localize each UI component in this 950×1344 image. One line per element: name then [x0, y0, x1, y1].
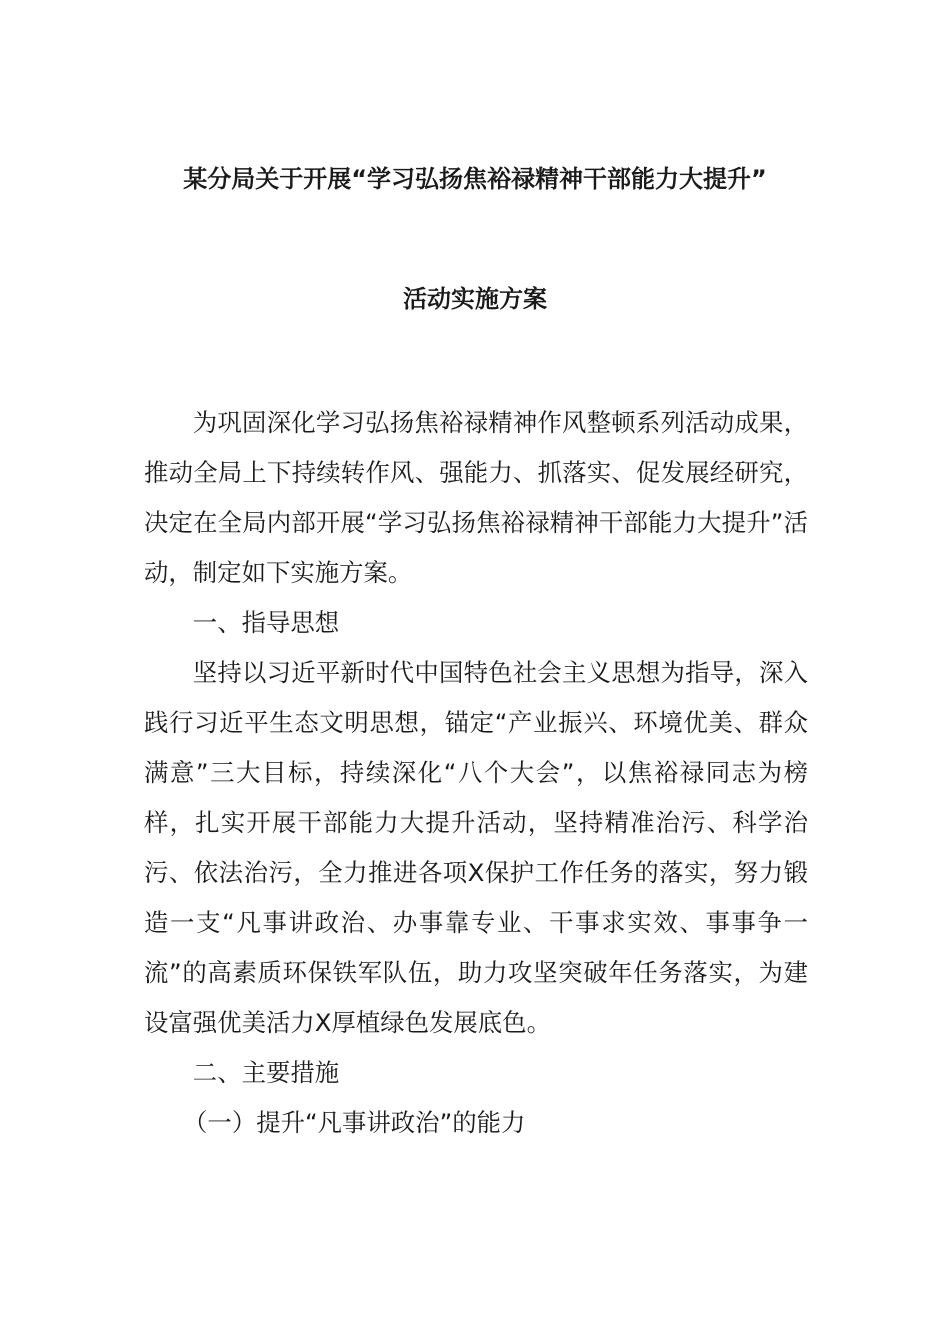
intro-paragraph: 为巩固深化学习弘扬焦裕禄精神作风整顿系列活动成果，推动全局上下持续转作风、强能力、抓落实、促发展经研究，决定在全局内部开展“学习弘扬焦裕禄精神干部能力大提升”活动，制定如下实施方案。 — [144, 408, 808, 587]
document-body — [144, 398, 808, 1148]
section-heading-guiding-ideology: 一、指导思想 — [192, 608, 340, 637]
document-title-line2: 活动实施方案 — [403, 285, 547, 313]
guiding-ideology-paragraph: 坚持以习近平新时代中国特色社会主义思想为指导，深入践行习近平生态文明思想，锚定“产业振兴、环境优美、群众满意”三大目标，持续深化“八个大会”，以焦裕禄同志为榜样，扎实开展干部能力大提升活动，坚持精准治污、科学治污、依法治污，全力推进各项X保护工作任务的落实，努力锻造一支“凡事讲政治、办事靠专业、干事求实效、事事争一流”的高素质环保铁军队伍，助力攻坚突破年任务落实，为建设富强优美活力X厚植绿色发展底色。 — [144, 658, 808, 1037]
subsection-heading-politics-ability: （一）提升“凡事讲政治”的能力 — [183, 1108, 526, 1137]
section-heading-main-measures: 二、主要措施 — [192, 1058, 340, 1087]
document-title-line1: 某分局关于开展“学习弘扬焦裕禄精神干部能力大提升” — [183, 165, 767, 193]
